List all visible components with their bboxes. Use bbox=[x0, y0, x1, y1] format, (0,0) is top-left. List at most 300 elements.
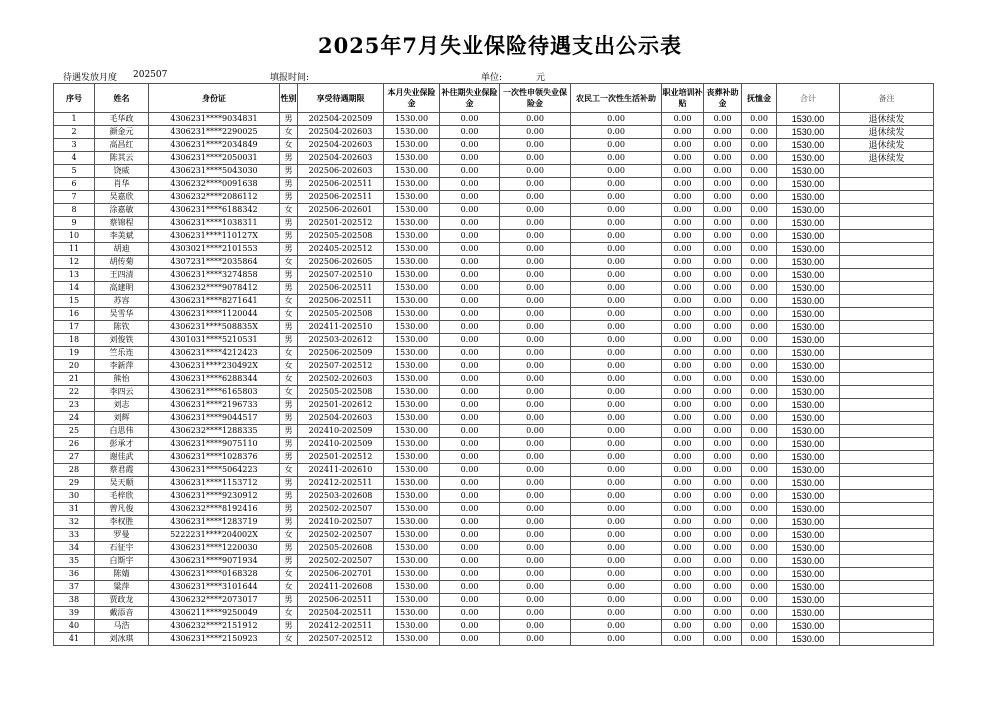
cell-funeral: 0.00 bbox=[704, 113, 742, 126]
cell-back: 0.00 bbox=[440, 464, 500, 477]
cell-monthly: 1530.00 bbox=[384, 412, 440, 425]
cell-seq: 10 bbox=[54, 230, 95, 243]
cell-lump: 0.00 bbox=[500, 308, 571, 321]
cell-lump: 0.00 bbox=[500, 295, 571, 308]
cell-pension: 0.00 bbox=[742, 217, 777, 230]
cell-monthly: 1530.00 bbox=[384, 438, 440, 451]
cell-pension: 0.00 bbox=[742, 321, 777, 334]
cell-gender: 男 bbox=[280, 620, 298, 633]
cell-note: 退休续发 bbox=[840, 113, 934, 126]
cell-note bbox=[840, 503, 934, 516]
cell-pension: 0.00 bbox=[742, 178, 777, 191]
cell-back: 0.00 bbox=[440, 295, 500, 308]
cell-pension: 0.00 bbox=[742, 529, 777, 542]
cell-training: 0.00 bbox=[662, 503, 704, 516]
cell-note bbox=[840, 334, 934, 347]
cell-gender: 男 bbox=[280, 191, 298, 204]
cell-gender: 女 bbox=[280, 204, 298, 217]
cell-id: 4306231****230492X bbox=[149, 360, 280, 373]
cell-back: 0.00 bbox=[440, 438, 500, 451]
cell-back: 0.00 bbox=[440, 360, 500, 373]
cell-gender: 男 bbox=[280, 516, 298, 529]
table-row bbox=[54, 438, 934, 451]
cell-seq: 20 bbox=[54, 360, 95, 373]
cell-monthly: 1530.00 bbox=[384, 204, 440, 217]
cell-name: 熊怡 bbox=[95, 373, 149, 386]
cell-total: 1530.00 bbox=[777, 230, 840, 243]
cell-migrant: 0.00 bbox=[571, 477, 662, 490]
cell-migrant: 0.00 bbox=[571, 594, 662, 607]
cell-id: 4306231****110127X bbox=[149, 230, 280, 243]
cell-funeral: 0.00 bbox=[704, 412, 742, 425]
month-value: 202507 bbox=[133, 70, 168, 80]
cell-name: 竺乐连 bbox=[95, 347, 149, 360]
cell-migrant: 0.00 bbox=[571, 412, 662, 425]
cell-back: 0.00 bbox=[440, 633, 500, 646]
col-header-back: 补往期失业保险金 bbox=[440, 84, 500, 113]
cell-monthly: 1530.00 bbox=[384, 529, 440, 542]
cell-note: 退休续发 bbox=[840, 139, 934, 152]
cell-seq: 19 bbox=[54, 347, 95, 360]
cell-seq: 34 bbox=[54, 542, 95, 555]
cell-period: 202504-202603 bbox=[298, 412, 384, 425]
cell-note bbox=[840, 308, 934, 321]
cell-monthly: 1530.00 bbox=[384, 230, 440, 243]
table-row bbox=[54, 568, 934, 581]
cell-funeral: 0.00 bbox=[704, 256, 742, 269]
cell-pension: 0.00 bbox=[742, 464, 777, 477]
month-label: 待遇发放月度 bbox=[63, 73, 118, 83]
cell-back: 0.00 bbox=[440, 269, 500, 282]
cell-note bbox=[840, 373, 934, 386]
cell-pension: 0.00 bbox=[742, 503, 777, 516]
cell-gender: 男 bbox=[280, 503, 298, 516]
cell-id: 4306231****9034831 bbox=[149, 113, 280, 126]
cell-funeral: 0.00 bbox=[704, 321, 742, 334]
cell-migrant: 0.00 bbox=[571, 191, 662, 204]
cell-back: 0.00 bbox=[440, 256, 500, 269]
cell-seq: 14 bbox=[54, 282, 95, 295]
cell-name: 涂嘉敏 bbox=[95, 204, 149, 217]
cell-note bbox=[840, 607, 934, 620]
cell-training: 0.00 bbox=[662, 243, 704, 256]
cell-training: 0.00 bbox=[662, 269, 704, 282]
cell-name: 曾凡俊 bbox=[95, 503, 149, 516]
col-header-pension: 抚恤金 bbox=[742, 84, 777, 113]
cell-seq: 36 bbox=[54, 568, 95, 581]
cell-period: 202506-202603 bbox=[298, 165, 384, 178]
cell-period: 202503-202608 bbox=[298, 490, 384, 503]
cell-funeral: 0.00 bbox=[704, 126, 742, 139]
cell-id: 4306231****508835X bbox=[149, 321, 280, 334]
cell-funeral: 0.00 bbox=[704, 230, 742, 243]
cell-gender: 女 bbox=[280, 256, 298, 269]
cell-migrant: 0.00 bbox=[571, 269, 662, 282]
cell-pension: 0.00 bbox=[742, 269, 777, 282]
cell-funeral: 0.00 bbox=[704, 594, 742, 607]
cell-period: 202502-202507 bbox=[298, 529, 384, 542]
cell-id: 4306231****3274858 bbox=[149, 269, 280, 282]
cell-gender: 男 bbox=[280, 477, 298, 490]
cell-training: 0.00 bbox=[662, 490, 704, 503]
cell-total: 1530.00 bbox=[777, 152, 840, 165]
cell-name: 胡传菊 bbox=[95, 256, 149, 269]
cell-training: 0.00 bbox=[662, 477, 704, 490]
cell-id: 4306231****6288344 bbox=[149, 373, 280, 386]
cell-gender: 女 bbox=[280, 568, 298, 581]
cell-name: 高建明 bbox=[95, 282, 149, 295]
cell-total: 1530.00 bbox=[777, 425, 840, 438]
cell-training: 0.00 bbox=[662, 568, 704, 581]
cell-funeral: 0.00 bbox=[704, 191, 742, 204]
cell-id: 4306231****5043030 bbox=[149, 165, 280, 178]
cell-migrant: 0.00 bbox=[571, 321, 662, 334]
col-header-monthly: 本月失业保险金 bbox=[384, 84, 440, 113]
cell-seq: 35 bbox=[54, 555, 95, 568]
cell-migrant: 0.00 bbox=[571, 386, 662, 399]
cell-id: 4306231****1028376 bbox=[149, 451, 280, 464]
cell-id: 4306211****9250049 bbox=[149, 607, 280, 620]
cell-training: 0.00 bbox=[662, 360, 704, 373]
cell-migrant: 0.00 bbox=[571, 204, 662, 217]
cell-period: 202504-202603 bbox=[298, 152, 384, 165]
cell-id: 4306232****2151912 bbox=[149, 620, 280, 633]
cell-period: 202405-202512 bbox=[298, 243, 384, 256]
cell-funeral: 0.00 bbox=[704, 490, 742, 503]
cell-note bbox=[840, 464, 934, 477]
cell-id: 4306232****2086112 bbox=[149, 191, 280, 204]
cell-id: 4306231****3101644 bbox=[149, 581, 280, 594]
cell-migrant: 0.00 bbox=[571, 217, 662, 230]
cell-migrant: 0.00 bbox=[571, 178, 662, 191]
cell-back: 0.00 bbox=[440, 477, 500, 490]
cell-migrant: 0.00 bbox=[571, 490, 662, 503]
cell-id: 4306231****5064223 bbox=[149, 464, 280, 477]
cell-training: 0.00 bbox=[662, 230, 704, 243]
cell-period: 202412-202511 bbox=[298, 477, 384, 490]
cell-migrant: 0.00 bbox=[571, 256, 662, 269]
cell-id: 4306231****9071934 bbox=[149, 555, 280, 568]
cell-name: 胡迪 bbox=[95, 243, 149, 256]
cell-total: 1530.00 bbox=[777, 113, 840, 126]
cell-monthly: 1530.00 bbox=[384, 360, 440, 373]
cell-monthly: 1530.00 bbox=[384, 373, 440, 386]
cell-monthly: 1530.00 bbox=[384, 178, 440, 191]
cell-back: 0.00 bbox=[440, 113, 500, 126]
cell-note bbox=[840, 477, 934, 490]
cell-name: 粱萍 bbox=[95, 581, 149, 594]
cell-training: 0.00 bbox=[662, 178, 704, 191]
cell-funeral: 0.00 bbox=[704, 334, 742, 347]
cell-back: 0.00 bbox=[440, 594, 500, 607]
cell-lump: 0.00 bbox=[500, 412, 571, 425]
cell-back: 0.00 bbox=[440, 425, 500, 438]
cell-gender: 男 bbox=[280, 282, 298, 295]
cell-id: 4306232****0091638 bbox=[149, 178, 280, 191]
cell-total: 1530.00 bbox=[777, 321, 840, 334]
cell-funeral: 0.00 bbox=[704, 542, 742, 555]
cell-back: 0.00 bbox=[440, 503, 500, 516]
cell-seq: 6 bbox=[54, 178, 95, 191]
cell-period: 202411-202608 bbox=[298, 581, 384, 594]
cell-monthly: 1530.00 bbox=[384, 152, 440, 165]
cell-migrant: 0.00 bbox=[571, 152, 662, 165]
cell-training: 0.00 bbox=[662, 399, 704, 412]
cell-name: 陈其云 bbox=[95, 152, 149, 165]
cell-back: 0.00 bbox=[440, 620, 500, 633]
cell-migrant: 0.00 bbox=[571, 230, 662, 243]
cell-note bbox=[840, 243, 934, 256]
table-row bbox=[54, 347, 934, 360]
disbursement-table bbox=[53, 83, 934, 646]
cell-monthly: 1530.00 bbox=[384, 295, 440, 308]
cell-name: 谢佳武 bbox=[95, 451, 149, 464]
cell-seq: 1 bbox=[54, 113, 95, 126]
cell-total: 1530.00 bbox=[777, 217, 840, 230]
cell-back: 0.00 bbox=[440, 230, 500, 243]
table-row bbox=[54, 503, 934, 516]
cell-period: 202506-202605 bbox=[298, 256, 384, 269]
cell-name: 肖华 bbox=[95, 178, 149, 191]
cell-total: 1530.00 bbox=[777, 256, 840, 269]
cell-id: 4306231****9044517 bbox=[149, 412, 280, 425]
cell-pension: 0.00 bbox=[742, 633, 777, 646]
cell-migrant: 0.00 bbox=[571, 295, 662, 308]
col-header-note: 备注 bbox=[840, 84, 934, 113]
cell-back: 0.00 bbox=[440, 191, 500, 204]
cell-seq: 27 bbox=[54, 451, 95, 464]
cell-training: 0.00 bbox=[662, 204, 704, 217]
cell-migrant: 0.00 bbox=[571, 542, 662, 555]
cell-monthly: 1530.00 bbox=[384, 347, 440, 360]
cell-note bbox=[840, 581, 934, 594]
cell-seq: 31 bbox=[54, 503, 95, 516]
cell-lump: 0.00 bbox=[500, 256, 571, 269]
cell-total: 1530.00 bbox=[777, 282, 840, 295]
cell-gender: 男 bbox=[280, 490, 298, 503]
cell-back: 0.00 bbox=[440, 217, 500, 230]
cell-training: 0.00 bbox=[662, 139, 704, 152]
cell-id: 4306231****9075110 bbox=[149, 438, 280, 451]
cell-period: 202505-202608 bbox=[298, 542, 384, 555]
cell-id: 4306231****1283719 bbox=[149, 516, 280, 529]
cell-monthly: 1530.00 bbox=[384, 217, 440, 230]
cell-period: 202501-202512 bbox=[298, 217, 384, 230]
cell-funeral: 0.00 bbox=[704, 165, 742, 178]
cell-period: 202507-202510 bbox=[298, 269, 384, 282]
cell-monthly: 1530.00 bbox=[384, 191, 440, 204]
cell-pension: 0.00 bbox=[742, 620, 777, 633]
cell-training: 0.00 bbox=[662, 633, 704, 646]
cell-back: 0.00 bbox=[440, 334, 500, 347]
cell-lump: 0.00 bbox=[500, 633, 571, 646]
col-header-funeral: 丧葬补助金 bbox=[704, 84, 742, 113]
cell-gender: 男 bbox=[280, 217, 298, 230]
cell-pension: 0.00 bbox=[742, 191, 777, 204]
cell-seq: 32 bbox=[54, 516, 95, 529]
cell-migrant: 0.00 bbox=[571, 451, 662, 464]
cell-pension: 0.00 bbox=[742, 490, 777, 503]
cell-total: 1530.00 bbox=[777, 633, 840, 646]
cell-funeral: 0.00 bbox=[704, 581, 742, 594]
cell-note bbox=[840, 321, 934, 334]
cell-total: 1530.00 bbox=[777, 464, 840, 477]
cell-period: 202503-202612 bbox=[298, 334, 384, 347]
cell-funeral: 0.00 bbox=[704, 399, 742, 412]
cell-back: 0.00 bbox=[440, 607, 500, 620]
cell-migrant: 0.00 bbox=[571, 308, 662, 321]
cell-id: 4306231****2150923 bbox=[149, 633, 280, 646]
table-row bbox=[54, 555, 934, 568]
cell-training: 0.00 bbox=[662, 256, 704, 269]
cell-seq: 23 bbox=[54, 399, 95, 412]
cell-id: 4306231****1120044 bbox=[149, 308, 280, 321]
cell-funeral: 0.00 bbox=[704, 425, 742, 438]
cell-seq: 21 bbox=[54, 373, 95, 386]
cell-back: 0.00 bbox=[440, 451, 500, 464]
cell-gender: 男 bbox=[280, 542, 298, 555]
cell-name: 陈钦 bbox=[95, 321, 149, 334]
cell-migrant: 0.00 bbox=[571, 334, 662, 347]
cell-pension: 0.00 bbox=[742, 399, 777, 412]
cell-pension: 0.00 bbox=[742, 555, 777, 568]
cell-monthly: 1530.00 bbox=[384, 451, 440, 464]
cell-total: 1530.00 bbox=[777, 360, 840, 373]
cell-training: 0.00 bbox=[662, 607, 704, 620]
table-row bbox=[54, 425, 934, 438]
cell-monthly: 1530.00 bbox=[384, 425, 440, 438]
cell-name: 吴雪华 bbox=[95, 308, 149, 321]
cell-funeral: 0.00 bbox=[704, 204, 742, 217]
cell-seq: 40 bbox=[54, 620, 95, 633]
cell-funeral: 0.00 bbox=[704, 139, 742, 152]
cell-note bbox=[840, 295, 934, 308]
cell-id: 4306232****2073017 bbox=[149, 594, 280, 607]
cell-id: 4306231****1220030 bbox=[149, 542, 280, 555]
cell-seq: 24 bbox=[54, 412, 95, 425]
cell-gender: 男 bbox=[280, 178, 298, 191]
cell-lump: 0.00 bbox=[500, 230, 571, 243]
cell-training: 0.00 bbox=[662, 347, 704, 360]
cell-period: 202506-202511 bbox=[298, 594, 384, 607]
table-row bbox=[54, 386, 934, 399]
cell-back: 0.00 bbox=[440, 412, 500, 425]
cell-gender: 女 bbox=[280, 464, 298, 477]
cell-total: 1530.00 bbox=[777, 295, 840, 308]
cell-funeral: 0.00 bbox=[704, 477, 742, 490]
cell-total: 1530.00 bbox=[777, 516, 840, 529]
cell-lump: 0.00 bbox=[500, 282, 571, 295]
cell-pension: 0.00 bbox=[742, 477, 777, 490]
cell-migrant: 0.00 bbox=[571, 555, 662, 568]
cell-migrant: 0.00 bbox=[571, 516, 662, 529]
cell-pension: 0.00 bbox=[742, 581, 777, 594]
cell-seq: 15 bbox=[54, 295, 95, 308]
cell-lump: 0.00 bbox=[500, 607, 571, 620]
cell-pension: 0.00 bbox=[742, 425, 777, 438]
table-body bbox=[54, 113, 934, 646]
cell-id: 4306231****1038311 bbox=[149, 217, 280, 230]
cell-period: 202410-202507 bbox=[298, 516, 384, 529]
cell-funeral: 0.00 bbox=[704, 178, 742, 191]
cell-id: 4307231****2035864 bbox=[149, 256, 280, 269]
cell-pension: 0.00 bbox=[742, 126, 777, 139]
cell-period: 202506-202701 bbox=[298, 568, 384, 581]
cell-period: 202501-202612 bbox=[298, 399, 384, 412]
cell-seq: 30 bbox=[54, 490, 95, 503]
cell-monthly: 1530.00 bbox=[384, 399, 440, 412]
table-row bbox=[54, 321, 934, 334]
cell-pension: 0.00 bbox=[742, 373, 777, 386]
cell-pension: 0.00 bbox=[742, 243, 777, 256]
cell-note bbox=[840, 347, 934, 360]
cell-name: 饶威 bbox=[95, 165, 149, 178]
cell-seq: 12 bbox=[54, 256, 95, 269]
table-row bbox=[54, 542, 934, 555]
cell-back: 0.00 bbox=[440, 347, 500, 360]
cell-total: 1530.00 bbox=[777, 568, 840, 581]
cell-seq: 8 bbox=[54, 204, 95, 217]
table-row bbox=[54, 490, 934, 503]
cell-monthly: 1530.00 bbox=[384, 113, 440, 126]
cell-funeral: 0.00 bbox=[704, 295, 742, 308]
cell-pension: 0.00 bbox=[742, 295, 777, 308]
cell-gender: 男 bbox=[280, 412, 298, 425]
cell-pension: 0.00 bbox=[742, 607, 777, 620]
cell-period: 202410-202509 bbox=[298, 438, 384, 451]
cell-total: 1530.00 bbox=[777, 126, 840, 139]
table-row bbox=[54, 412, 934, 425]
cell-migrant: 0.00 bbox=[571, 581, 662, 594]
cell-total: 1530.00 bbox=[777, 269, 840, 282]
cell-training: 0.00 bbox=[662, 282, 704, 295]
cell-period: 202506-202511 bbox=[298, 282, 384, 295]
cell-total: 1530.00 bbox=[777, 529, 840, 542]
cell-id: 4306231****6188342 bbox=[149, 204, 280, 217]
cell-seq: 22 bbox=[54, 386, 95, 399]
cell-name: 戴添音 bbox=[95, 607, 149, 620]
cell-note bbox=[840, 399, 934, 412]
cell-name: 李权胜 bbox=[95, 516, 149, 529]
cell-seq: 7 bbox=[54, 191, 95, 204]
cell-back: 0.00 bbox=[440, 321, 500, 334]
col-header-name: 姓名 bbox=[95, 84, 149, 113]
cell-lump: 0.00 bbox=[500, 243, 571, 256]
cell-pension: 0.00 bbox=[742, 594, 777, 607]
cell-back: 0.00 bbox=[440, 282, 500, 295]
cell-gender: 男 bbox=[280, 165, 298, 178]
cell-back: 0.00 bbox=[440, 243, 500, 256]
cell-lump: 0.00 bbox=[500, 477, 571, 490]
cell-training: 0.00 bbox=[662, 126, 704, 139]
cell-migrant: 0.00 bbox=[571, 620, 662, 633]
col-header-period: 享受待遇期限 bbox=[298, 84, 384, 113]
cell-lump: 0.00 bbox=[500, 529, 571, 542]
cell-note bbox=[840, 555, 934, 568]
cell-name: 罗曼 bbox=[95, 529, 149, 542]
col-header-lump: 一次性申领失业保险金 bbox=[500, 84, 571, 113]
cell-name: 李美斌 bbox=[95, 230, 149, 243]
cell-gender: 男 bbox=[280, 152, 298, 165]
cell-period: 202505-202508 bbox=[298, 308, 384, 321]
cell-seq: 2 bbox=[54, 126, 95, 139]
cell-gender: 男 bbox=[280, 113, 298, 126]
cell-training: 0.00 bbox=[662, 412, 704, 425]
cell-seq: 17 bbox=[54, 321, 95, 334]
cell-gender: 男 bbox=[280, 399, 298, 412]
cell-migrant: 0.00 bbox=[571, 633, 662, 646]
cell-id: 4306232****9078412 bbox=[149, 282, 280, 295]
